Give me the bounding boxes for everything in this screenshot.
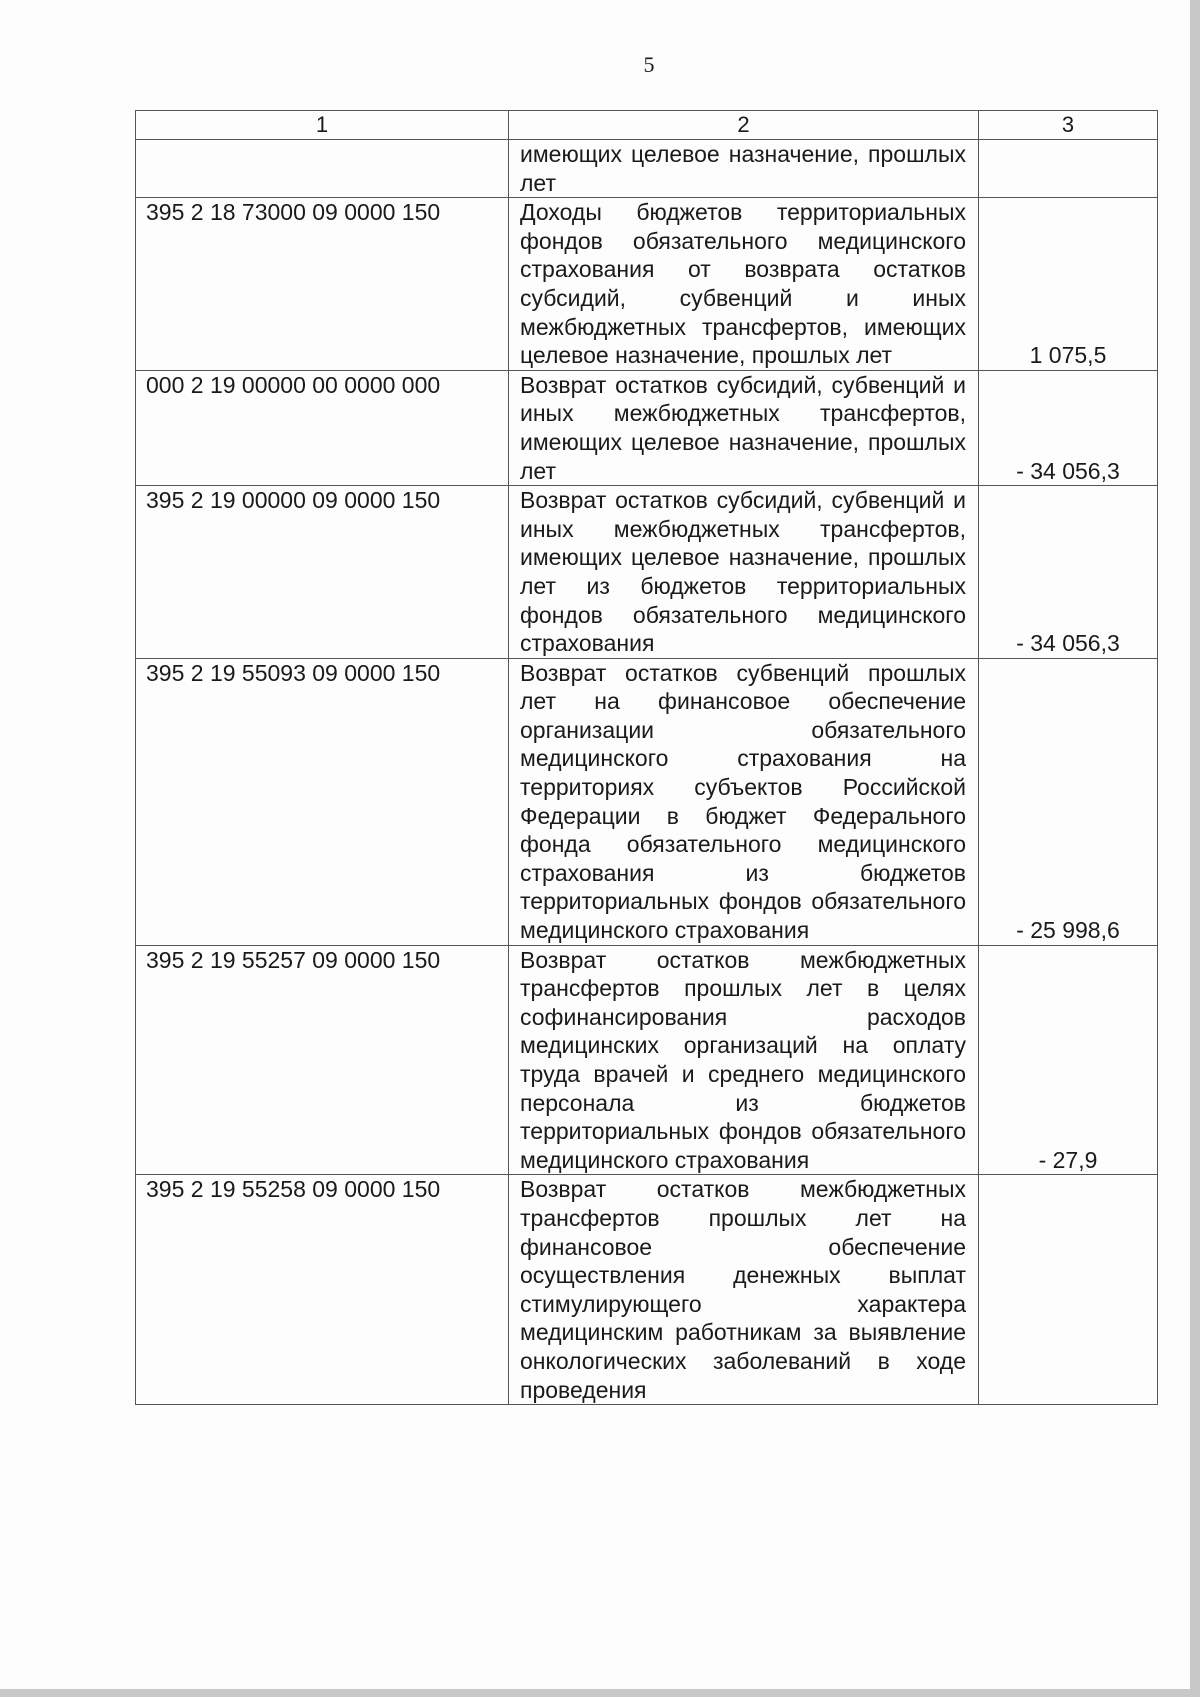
table-row (136, 1175, 1158, 1405)
budget-code: 395 2 18 73000 09 0000 150 (136, 198, 509, 371)
table-row (136, 658, 1158, 945)
row-description (509, 370, 979, 485)
page-edge-bottom (0, 1689, 1200, 1697)
budget-code: 000 2 19 00000 00 0000 000 (136, 370, 509, 485)
row-description (509, 140, 979, 198)
budget-code: 395 2 19 55093 09 0000 150 (136, 658, 509, 945)
table-row (136, 140, 1158, 198)
page-edge (1190, 0, 1200, 1697)
row-description-text: Возврат остатков субвенций прошлых лет на финансовое обеспечение организации обязательного медицинского страхования на территориях субъектов Российской Федерации в бюджет Федерального фонда обязательного медицинского страхования из бюджетов территориальных фондов обязательного медицинского страхования (520, 659, 966, 944)
row-description-text: имеющих целевое назначение, прошлых лет (520, 141, 966, 196)
row-description (509, 945, 979, 1175)
row-description (509, 658, 979, 945)
row-description (509, 1175, 979, 1405)
row-description (509, 486, 979, 659)
budget-code: 395 2 19 55257 09 0000 150 (136, 945, 509, 1175)
row-description (509, 198, 979, 371)
budget-code (136, 140, 509, 198)
table-row (136, 486, 1158, 659)
column-header-2: 2 (509, 111, 979, 140)
table-row (136, 198, 1158, 371)
row-amount (979, 140, 1158, 198)
row-amount: 1 075,5 (979, 198, 1158, 371)
row-amount: - 25 998,6 (979, 658, 1158, 945)
row-description-text: Возврат остатков субсидий, субвенций и иных межбюджетных трансфертов, имеющих целевое назначение, прошлых лет (520, 371, 966, 484)
row-amount (979, 1175, 1158, 1405)
table-row (136, 370, 1158, 485)
row-amount: - 34 056,3 (979, 486, 1158, 659)
budget-code: 395 2 19 00000 09 0000 150 (136, 486, 509, 659)
row-amount: - 27,9 (979, 945, 1158, 1175)
row-description-text: Возврат остатков межбюджетных трансфертов прошлых лет в целях софинансирования расходов медицинских организаций на оплату труда врачей и среднего медицинского персонала из бюджетов территориальных фондов обязательного медицинского страхования (520, 946, 966, 1173)
table-row (136, 945, 1158, 1175)
page-number: 5 (643, 52, 655, 77)
row-amount: - 34 056,3 (979, 370, 1158, 485)
column-header-3: 3 (979, 111, 1158, 140)
budget-code: 395 2 19 55258 09 0000 150 (136, 1175, 509, 1405)
row-description-text: Возврат остатков межбюджетных трансфертов прошлых лет на финансовое обеспечение осуществления денежных выплат стимулирующего характера медицинским работникам за выявление онкологических заболеваний в ходе проведения (520, 1176, 966, 1403)
row-description-text: Возврат остатков субсидий, субвенций и иных межбюджетных трансфертов, имеющих целевое назначение, прошлых лет из бюджетов территориальных фондов обязательного медицинского страхования (520, 487, 966, 657)
budget-table (135, 110, 1158, 1405)
row-description-text: Доходы бюджетов территориальных фондов обязательного медицинского страхования от возврата остатков субсидий, субвенций и иных межбюджетных трансфертов, имеющих целевое назначение, прошлых лет (520, 199, 966, 369)
column-header-1: 1 (136, 111, 509, 140)
table-header-row (136, 111, 1158, 140)
